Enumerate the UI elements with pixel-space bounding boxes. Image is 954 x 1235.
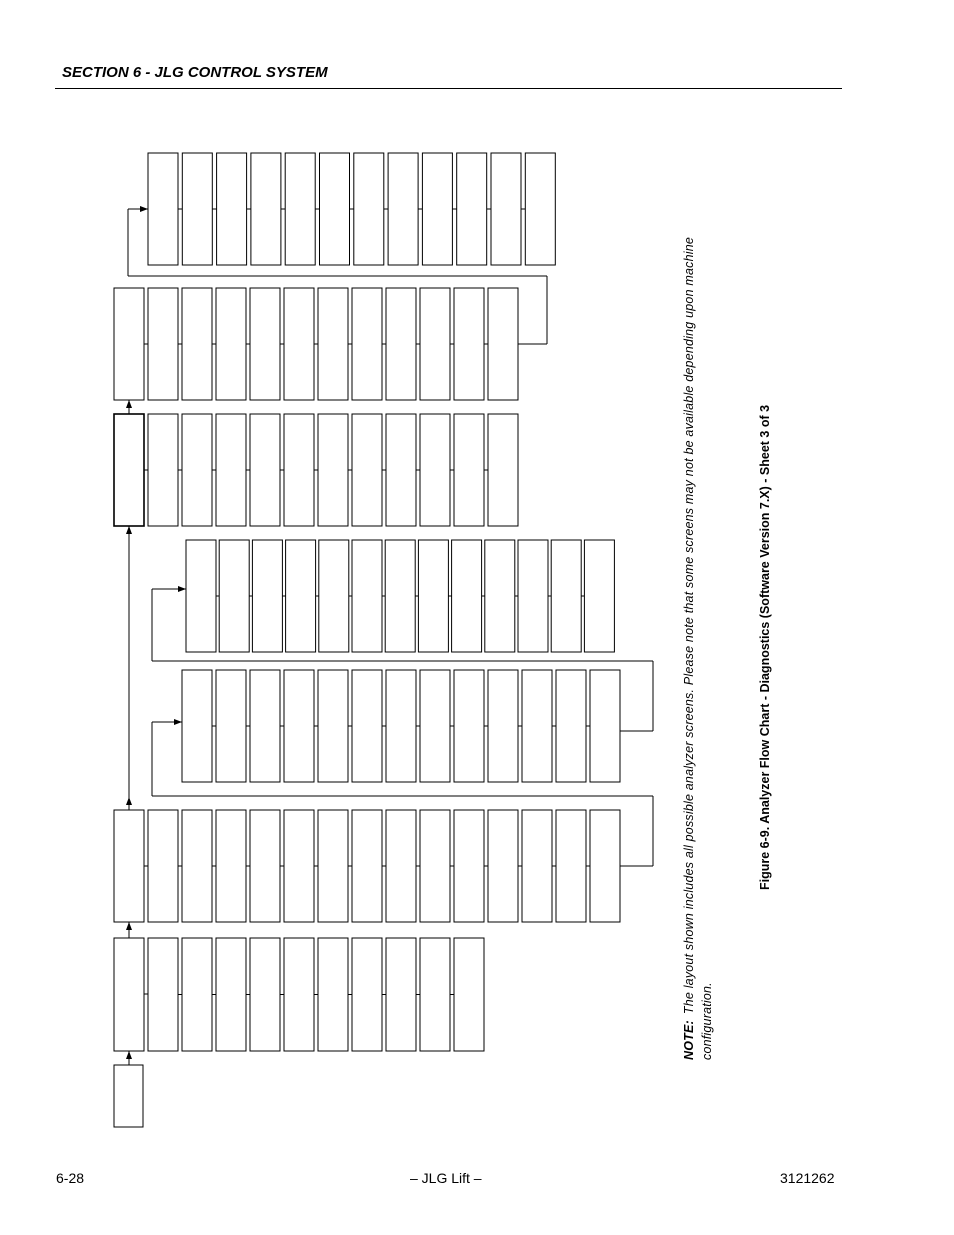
row-c-screen-box: [386, 414, 416, 526]
row-c-screen-box: [216, 414, 246, 526]
row-d-screen-box: [252, 540, 282, 652]
row-d-screen-box: [219, 540, 249, 652]
row-a-screen-box: [217, 153, 247, 265]
row-e-screen-box: [182, 670, 212, 782]
row-d-screen-box: [518, 540, 548, 652]
footer-doc-number: 3121262: [780, 1170, 835, 1186]
row-e-screen-box: [454, 670, 484, 782]
row-b-screen-box: [454, 288, 484, 400]
row-f-screen-box: [522, 810, 552, 922]
figure-caption: Figure 6-9. Analyzer Flow Chart - Diagnostics (Software Version 7.X) - Sheet 3 of 3: [758, 404, 772, 890]
row-b-screen-box: [352, 288, 382, 400]
row-a-screen-box: [251, 153, 281, 265]
start-screen-box: [114, 1065, 143, 1127]
arrow-right: [178, 586, 186, 592]
row-e-screen-box: [522, 670, 552, 782]
row-c-lead-box: [114, 414, 144, 526]
row-f-screen-box: [318, 810, 348, 922]
row-f-screen-box: [454, 810, 484, 922]
section-header-title: SECTION 6 - JLG CONTROL SYSTEM: [62, 64, 328, 81]
arrow-up: [126, 400, 132, 408]
row-d-screen-box: [186, 540, 216, 652]
row-e-screen-box: [250, 670, 280, 782]
row-c-screen-box: [454, 414, 484, 526]
arrow-up: [126, 922, 132, 930]
row-f-screen-box: [250, 810, 280, 922]
row-f-screen-box: [386, 810, 416, 922]
row-g-screen-box: [352, 938, 382, 1051]
row-a-screen-box: [320, 153, 350, 265]
row-d-screen-box: [485, 540, 515, 652]
row-d-screen-box: [584, 540, 614, 652]
row-b-screen-box: [284, 288, 314, 400]
row-g-screen-box: [250, 938, 280, 1051]
row-a-screen-box: [182, 153, 212, 265]
row-a-screen-box: [491, 153, 521, 265]
row-b-screen-box: [318, 288, 348, 400]
row-e-screen-box: [352, 670, 382, 782]
row-f-screen-box: [216, 810, 246, 922]
row-f-screen-box: [590, 810, 620, 922]
row-e-screen-box: [284, 670, 314, 782]
row-c-screen-box: [352, 414, 382, 526]
row-e-screen-box: [556, 670, 586, 782]
row-d-screen-box: [418, 540, 448, 652]
row-a-screen-box: [388, 153, 418, 265]
row-f-screen-box: [420, 810, 450, 922]
row-c-screen-box: [420, 414, 450, 526]
row-f-screen-box: [182, 810, 212, 922]
row-d-screen-box: [452, 540, 482, 652]
row-c-screen-box: [318, 414, 348, 526]
row-a-screen-box: [354, 153, 384, 265]
row-e-screen-box: [420, 670, 450, 782]
row-e-screen-box: [216, 670, 246, 782]
row-c-screen-box: [250, 414, 280, 526]
row-b-screen-box: [182, 288, 212, 400]
row-a-screen-box: [285, 153, 315, 265]
row-d-screen-box: [551, 540, 581, 652]
note-body: The layout shown includes all possible analyzer screens. Please note that some screens may not be available depending upon machine configuration.: [682, 236, 714, 1060]
row-g-screen-box: [284, 938, 314, 1051]
row-g-screen-box: [148, 938, 178, 1051]
row-g-screen-box: [454, 938, 484, 1051]
row-d-screen-box: [286, 540, 316, 652]
arrow-up: [126, 526, 132, 534]
row-f-screen-box: [284, 810, 314, 922]
row-a-screen-box: [457, 153, 487, 265]
row-f-screen-box: [148, 810, 178, 922]
row-b-lead-box: [114, 288, 144, 400]
row-e-screen-box: [318, 670, 348, 782]
row-f-lead-box: [114, 810, 144, 922]
row-b-screen-box: [386, 288, 416, 400]
arrow-up: [126, 797, 132, 805]
row-f-screen-box: [488, 810, 518, 922]
footer-center-text: – JLG Lift –: [410, 1170, 482, 1186]
arrow-right: [140, 206, 148, 212]
row-d-screen-box: [352, 540, 382, 652]
row-e-screen-box: [386, 670, 416, 782]
row-c-screen-box: [148, 414, 178, 526]
footer-page-number: 6-28: [56, 1170, 85, 1186]
arrow-right: [174, 719, 182, 725]
row-g-screen-box: [386, 938, 416, 1051]
row-b-screen-box: [488, 288, 518, 400]
arrow-up: [126, 1051, 132, 1059]
row-d-screen-box: [385, 540, 415, 652]
row-a-screen-box: [525, 153, 555, 265]
row-b-screen-box: [250, 288, 280, 400]
row-f-screen-box: [556, 810, 586, 922]
row-b-screen-box: [148, 288, 178, 400]
row-d-screen-box: [319, 540, 349, 652]
row-c-screen-box: [284, 414, 314, 526]
row-g-screen-box: [420, 938, 450, 1051]
row-e-screen-box: [488, 670, 518, 782]
row-c-screen-box: [488, 414, 518, 526]
row-g-screen-box: [182, 938, 212, 1051]
layout-note: [680, 180, 716, 1060]
row-g-lead-box: [114, 938, 144, 1051]
row-g-screen-box: [216, 938, 246, 1051]
row-a-screen-box: [422, 153, 452, 265]
row-g-screen-box: [318, 938, 348, 1051]
row-b-screen-box: [420, 288, 450, 400]
row-b-screen-box: [216, 288, 246, 400]
row-c-screen-box: [182, 414, 212, 526]
row-a-screen-box: [148, 153, 178, 265]
row-e-screen-box: [590, 670, 620, 782]
row-f-screen-box: [352, 810, 382, 922]
note-label: NOTE:: [682, 1020, 696, 1060]
